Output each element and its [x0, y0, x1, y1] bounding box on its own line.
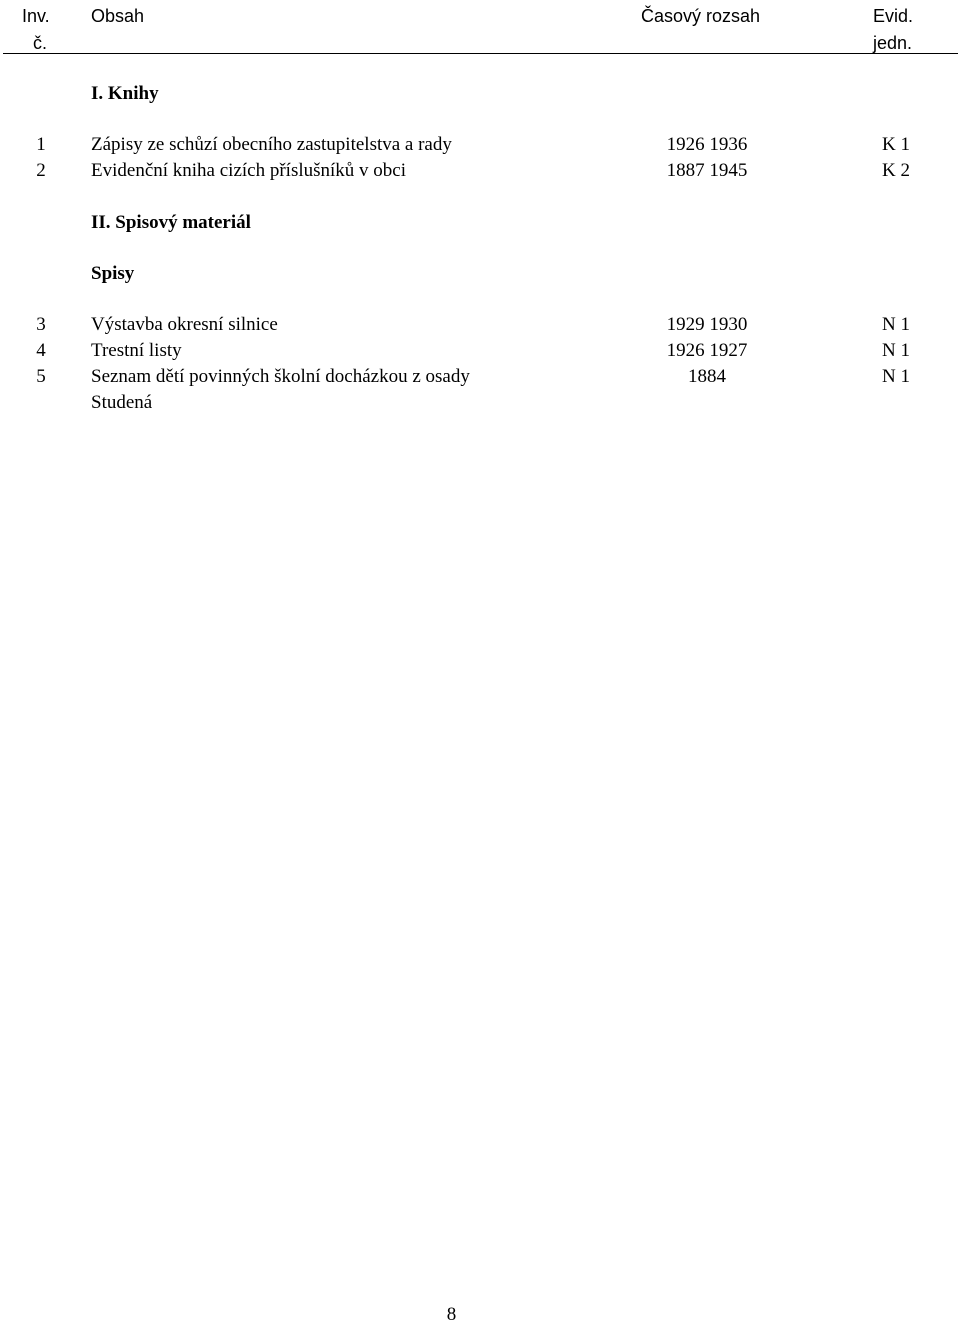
row-evid: K 1 [882, 134, 910, 155]
row-inv: 3 [36, 314, 46, 335]
row-range: 1887 1945 [666, 160, 748, 181]
header-rule [3, 53, 958, 54]
row-inv: 5 [36, 366, 46, 387]
row-evid: K 2 [882, 160, 910, 181]
row-inv: 4 [36, 340, 46, 361]
row-obsah: Seznam dětí povinných školní docházkou z osady [91, 366, 470, 387]
row-obsah: Zápisy ze schůzí obecního zastupitelstva a rady [91, 134, 452, 155]
inv-header-line2: č. [33, 33, 48, 53]
row-range: 1926 1927 [666, 340, 748, 361]
row-evid: N 1 [882, 314, 910, 335]
casovy-rozsah-header: Časový rozsah [641, 6, 761, 26]
row-obsah: Evidenční kniha cizích příslušníků v obci [91, 160, 407, 181]
row-range: 1926 1936 [666, 134, 748, 155]
row-obsah: Výstavba okresní silnice [91, 314, 278, 335]
evid-header-line2: jedn. [873, 33, 913, 53]
row-obsah: Trestní listy [91, 340, 182, 361]
row-evid: N 1 [882, 340, 910, 361]
section-title-spisovy-material: II. Spisový materiál [91, 212, 251, 233]
row-inv: 2 [36, 160, 46, 181]
row-evid: N 1 [882, 366, 910, 387]
row-range: 1884 [688, 366, 726, 387]
row-obsah-continuation: Studená [91, 392, 153, 413]
row-range: 1929 1930 [666, 314, 748, 335]
page-number: 8 [446, 1304, 457, 1325]
obsah-header: Obsah [91, 6, 145, 26]
evid-header: Evid. [873, 6, 914, 26]
row-inv: 1 [36, 134, 46, 155]
section-subtitle-spisy: Spisy [91, 263, 135, 284]
section-title-knihy: I. Knihy [91, 83, 159, 104]
inv-header: Inv. [22, 6, 50, 26]
